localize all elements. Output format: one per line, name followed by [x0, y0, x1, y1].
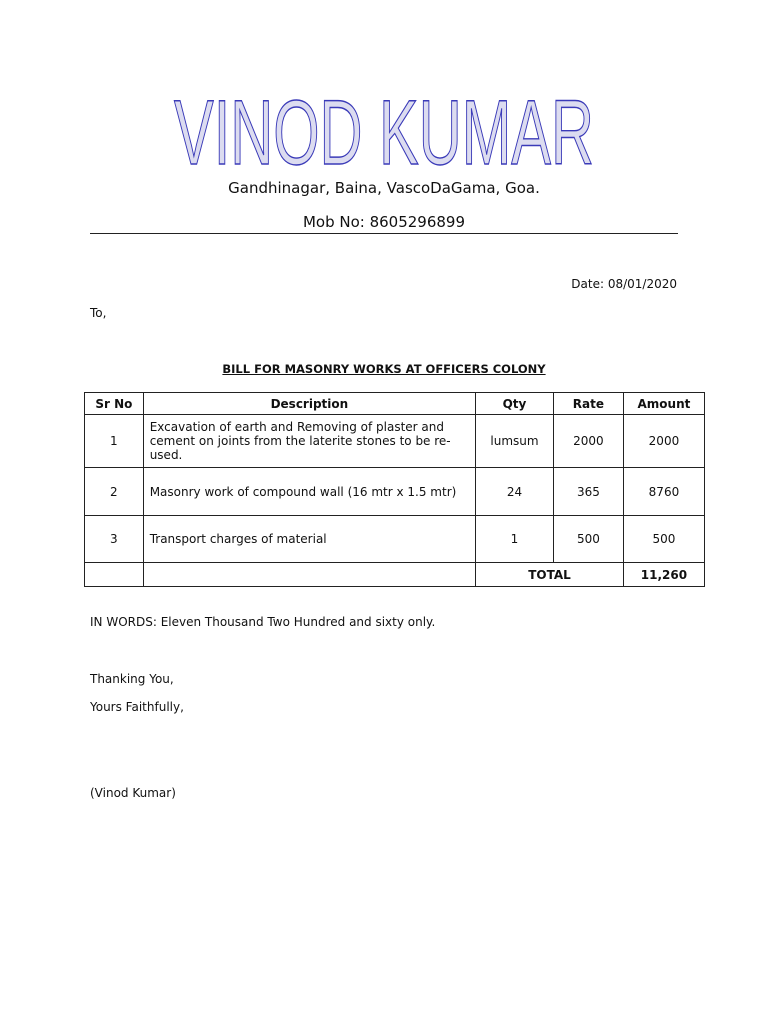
cell-qty: 1	[476, 516, 554, 563]
cell-amount: 2000	[623, 415, 704, 468]
cell-qty: 24	[476, 468, 554, 516]
header-description: Description	[143, 393, 475, 415]
closing-line: Yours Faithfully,	[90, 700, 184, 714]
total-row	[85, 563, 705, 587]
letterhead-mobile: Mob No: 8605296899	[302, 213, 466, 231]
letterhead-name	[0, 80, 768, 180]
cell-rate: 500	[553, 516, 623, 563]
bill-table	[84, 392, 705, 587]
cell-sr-no: 2	[85, 468, 144, 516]
table-row	[85, 516, 705, 563]
letterhead-address: Gandhinagar, Baina, VascoDaGama, Goa.	[228, 179, 540, 197]
thanks-line: Thanking You,	[90, 672, 174, 686]
cell-description: Excavation of earth and Removing of plaster and cement on joints from the laterite stones to be re-used.	[143, 415, 475, 468]
cell-amount: 8760	[623, 468, 704, 516]
cell-description: Masonry work of compound wall (16 mtr x 1.5 mtr)	[143, 468, 475, 516]
cell-sr-no: 3	[85, 516, 144, 563]
salutation: To,	[90, 306, 107, 320]
header-amount: Amount	[623, 393, 704, 415]
header-qty: Qty	[476, 393, 554, 415]
bill-date: Date: 08/01/2020	[571, 277, 677, 291]
cell-amount: 500	[623, 516, 704, 563]
cell-qty: lumsum	[476, 415, 554, 468]
table-row	[85, 415, 705, 468]
amount-in-words: IN WORDS: Eleven Thousand Two Hundred and sixty only.	[90, 615, 436, 629]
total-empty-cell	[143, 563, 475, 587]
total-empty-cell	[85, 563, 144, 587]
table-header-row	[85, 393, 705, 415]
header-sr-no: Sr No	[85, 393, 144, 415]
signature-name: (Vinod Kumar)	[90, 786, 176, 800]
header-rate: Rate	[553, 393, 623, 415]
letterhead-divider	[90, 233, 678, 234]
total-label: TOTAL	[476, 563, 624, 587]
bill-title: BILL FOR MASONRY WORKS AT OFFICERS COLONY	[222, 362, 546, 376]
table-row	[85, 468, 705, 516]
cell-rate: 2000	[553, 415, 623, 468]
letterhead-name-text: VINOD KUMAR	[174, 82, 594, 180]
cell-rate: 365	[553, 468, 623, 516]
total-amount: 11,260	[623, 563, 704, 587]
cell-description: Transport charges of material	[143, 516, 475, 563]
cell-sr-no: 1	[85, 415, 144, 468]
